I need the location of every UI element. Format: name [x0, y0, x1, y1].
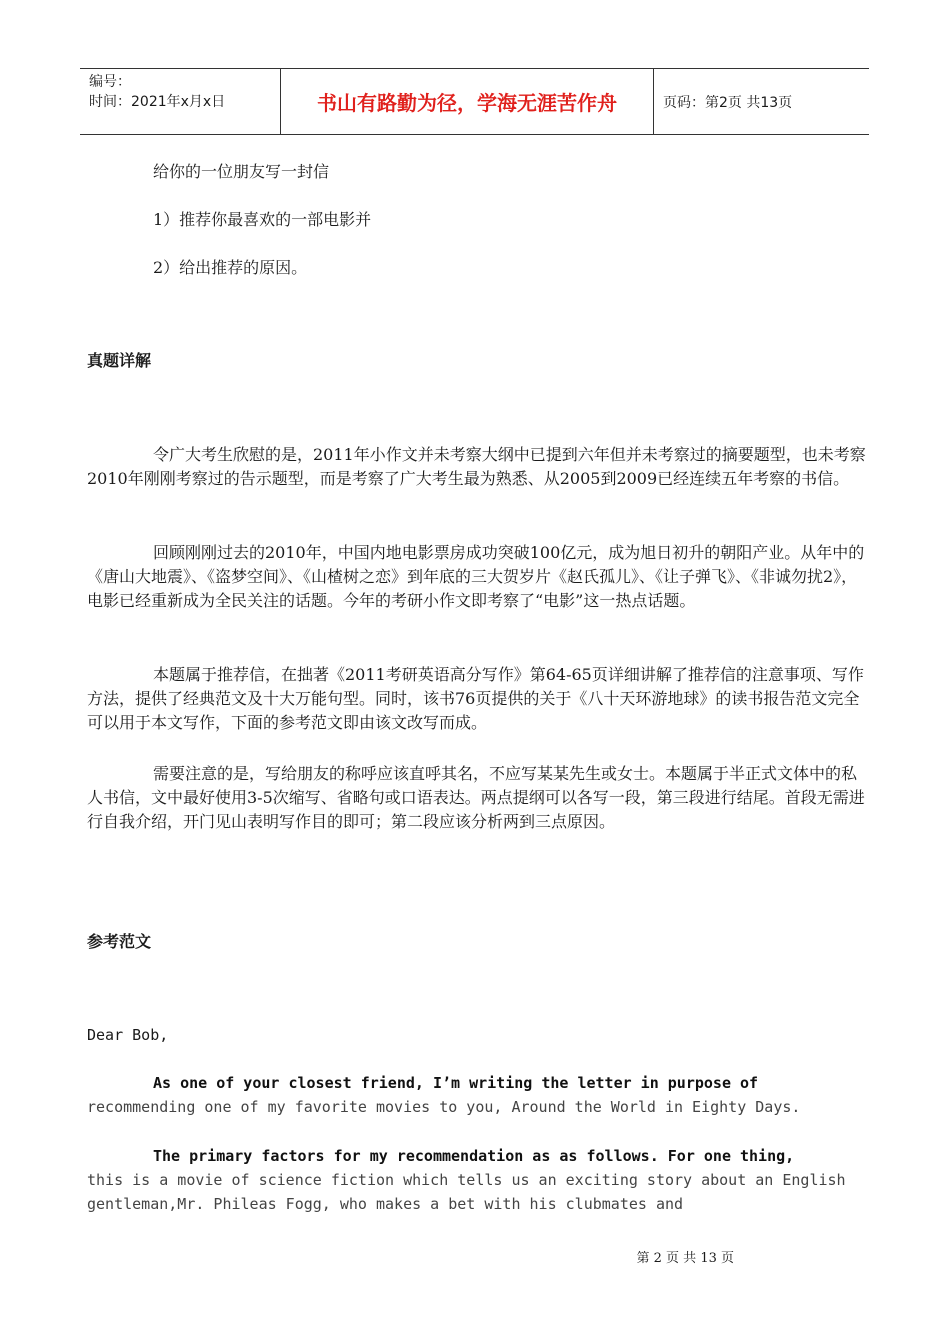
task-line-1: 给你的一位朋友写一封信 — [153, 162, 330, 181]
letter-paragraph-1-rest: recommending one of my favorite movies to you, Around the World in Eighty Days. — [87, 1098, 801, 1116]
letter-salutation: Dear Bob, — [87, 1026, 169, 1044]
section-heading-analysis: 真题详解 — [87, 351, 152, 370]
analysis-paragraph: 本题属于推荐信，在拙著《2011考研英语高分写作》第64-65页详细讲解了推荐信的注意事项、写作方法，提供了经典范文及十大万能句型。同时，该书76页提供的关于《八十天环游地球》的读书报告范文完全可以用于本文写作，下面的参考范文即由该文改写而成。 — [87, 665, 864, 732]
analysis-paragraph: 回顾刚刚过去的2010年，中国内地电影票房成功突破100亿元，成为旭日初升的朝阳产业。从年中的《唐山大地震》、《盗梦空间》、《山楂树之恋》到年底的三大贺岁片《赵氏孤儿》、《让子弹飞》、《非诚勿扰2》，电影已经重新成为全民关注的话题。今年的考研小作文即考察了“电影”这一热点话题。 — [87, 543, 865, 610]
header-motto: 书山有路勤为径，学海无涯苦作舟 — [281, 69, 654, 134]
header-page-code: 页码：第2页 共13页 — [663, 94, 793, 111]
letter-paragraph-2-lead: The primary factors for my recommendation as as follows. For one thing, — [153, 1147, 795, 1165]
page-header — [80, 68, 869, 135]
letter-paragraph-1-lead: As one of your closest friend, I’m writing the letter in purpose of — [153, 1074, 759, 1092]
letter-paragraph-2 — [87, 1144, 847, 1216]
analysis-paragraph: 需要注意的是，写给朋友的称呼应该直呼其名，不应写某某先生或女士。本题属于半正式文体中的私人书信，文中最好使用3-5次缩写、省略句或口语表达。两点提纲可以各写一段，第三段进行结尾。首段无需进行自我介绍，开门见山表明写作目的即可；第二段应该分析两到三点原因。 — [87, 764, 865, 831]
task-line-2: 1）推荐你最喜欢的一部电影并 — [153, 210, 372, 229]
footer-page-number: 第 2 页 共 13 页 — [636, 1251, 734, 1266]
letter-paragraph-2-rest: this is a movie of science fiction which tells us an exciting story about an English gentleman,Mr. Phileas Fogg, who makes a bet with his clubmates and — [87, 1171, 846, 1213]
page-footer — [0, 1247, 950, 1266]
task-line-3: 2）给出推荐的原因。 — [153, 258, 308, 277]
doc-date: 时间：2021年x月x日 — [89, 94, 226, 110]
section-heading-sample: 参考范文 — [87, 932, 152, 951]
header-meta — [80, 69, 281, 134]
letter-paragraph-1 — [87, 1071, 847, 1119]
doc-number: 编号： — [89, 74, 131, 90]
analysis-paragraph: 令广大考生欣慰的是，2011年小作文并未考察大纲中已提到六年但并未考察过的摘要题型，也未考察2010年刚刚考察过的告示题型，而是考察了广大考生最为熟悉、从2005到2009已经连续五年考察的书信。 — [87, 445, 866, 488]
